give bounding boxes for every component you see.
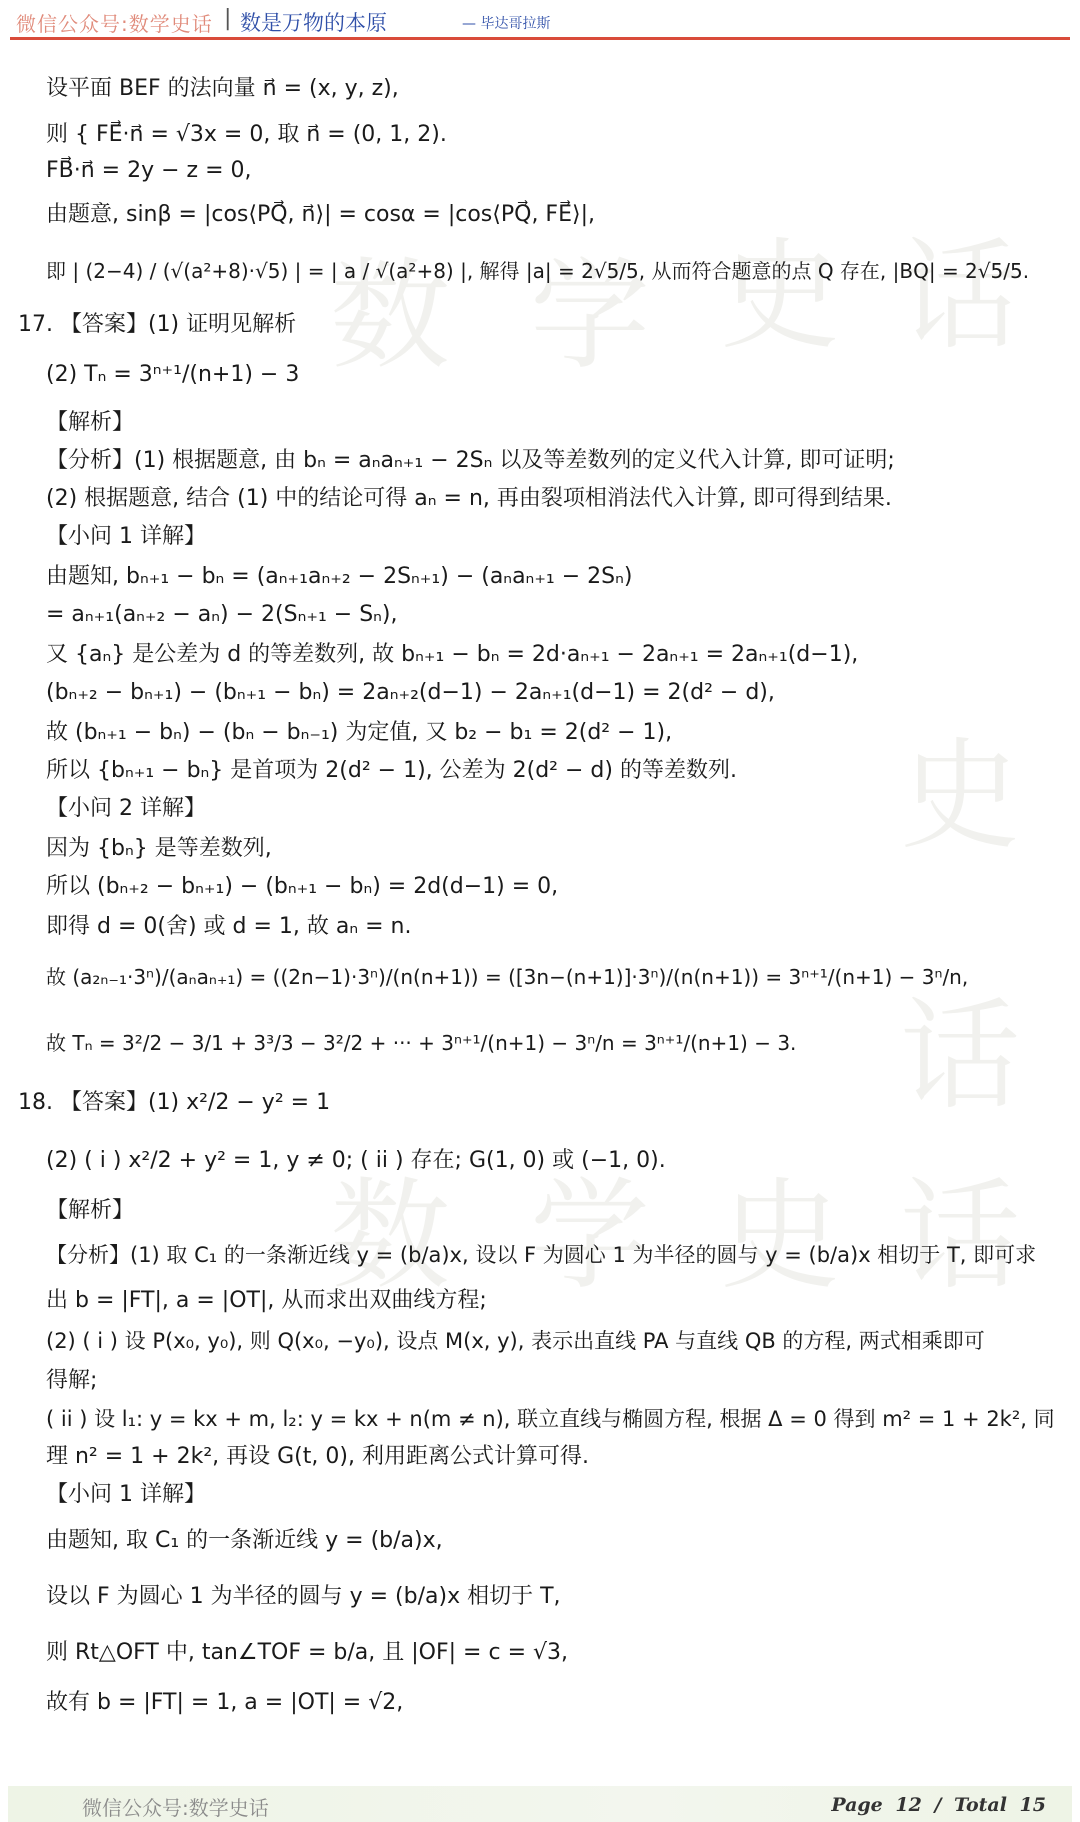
section-heading: 【小问 2 详解】 — [46, 796, 206, 821]
analysis-line: (2) ( i ) 设 P(x₀, y₀), 则 Q(x₀, −y₀), 设点 M(x, y), 表示出直线 PA 与直线 QB 的方程, 两式相乘即可 — [46, 1329, 985, 1353]
header-separator: | — [224, 6, 232, 31]
solution-line: 所以 {bₙ₊₁ − bₙ} 是首项为 2(d² − 1), 公差为 2(d² − d) 的等差数列. — [46, 758, 737, 783]
answer-line: (2) Tₙ = 3ⁿ⁺¹/(n+1) − 3 — [46, 362, 300, 387]
solution-line: 所以 (bₙ₊₂ − bₙ₊₁) − (bₙ₊₁ − bₙ) = 2d(d−1) = 0, — [46, 874, 559, 899]
solution-line: 即得 d = 0(舍) 或 d = 1, 故 aₙ = n. — [46, 914, 412, 939]
solution-line: 又 {aₙ} 是公差为 d 的等差数列, 故 bₙ₊₁ − bₙ = 2d·aₙ₊₁ − 2aₙ₊₁ = 2aₙ₊₁(d−1), — [46, 642, 859, 667]
header-brand: 微信公众号:数学史话 — [16, 12, 213, 36]
section-heading: 【小问 1 详解】 — [46, 524, 206, 549]
watermark-char: 话 — [900, 987, 1020, 1126]
analysis-line: 得解; — [46, 1368, 98, 1393]
watermark-char: 话 — [900, 227, 1020, 366]
analysis-line: 【分析】(1) 根据题意, 由 bₙ = aₙaₙ₊₁ − 2Sₙ 以及等差数列的定义代入计算, 即可证明; — [46, 448, 895, 473]
solution-line: 由题知, bₙ₊₁ − bₙ = (aₙ₊₁aₙ₊₂ − 2Sₙ₊₁) − (aₙaₙ₊₁ − 2Sₙ) — [46, 564, 633, 589]
analysis-line: 【分析】(1) 取 C₁ 的一条渐近线 y = (b/a)x, 设以 F 为圆心 1 为半径的圆与 y = (b/a)x 相切于 T, 即可求 — [46, 1243, 1037, 1267]
answer-heading-17: 17. 【答案】(1) 证明见解析 — [18, 312, 297, 337]
solution-line: 故 (a₂ₙ₋₁·3ⁿ)/(aₙaₙ₊₁) = ((2n−1)·3ⁿ)/(n(n+1)) = ([3n−(n+1)]·3ⁿ)/(n(n+1)) = 3ⁿ⁺¹/(n+1) − 3ⁿ/n, — [46, 965, 969, 989]
answer-heading-18: 18. 【答案】(1) x²/2 − y² = 1 — [18, 1090, 331, 1115]
page-footer — [8, 1786, 1072, 1822]
solution-line: 即 | (2−4) / (√(a²+8)·√5) | = | a / √(a²+8) |, 解得 |a| = 2√5/5, 从而符合题意的点 Q 存在, |BQ| = 2√5/5. — [46, 259, 1030, 283]
analysis-line: ( ii ) 设 l₁: y = kx + m, l₂: y = kx + n(m ≠ n), 联立直线与椭圆方程, 根据 Δ = 0 得到 m² = 1 + 2k², 同 — [46, 1407, 1055, 1431]
answer-line: (2) ( i ) x²/2 + y² = 1, y ≠ 0; ( ii ) 存在; G(1, 0) 或 (−1, 0). — [46, 1148, 666, 1173]
watermark-char: 史 — [900, 727, 1020, 866]
section-heading: 【小问 1 详解】 — [46, 1482, 206, 1507]
solution-line: 因为 {bₙ} 是等差数列, — [46, 836, 272, 861]
header-rule — [10, 37, 1070, 40]
section-heading: 【解析】 — [46, 410, 135, 435]
solution-line: 由题知, 取 C₁ 的一条渐近线 y = (b/a)x, — [46, 1528, 443, 1553]
header-quote: — 毕达哥拉斯 — [462, 16, 551, 32]
watermark-char: 数 — [330, 1167, 450, 1306]
watermark-char: 话 — [900, 1167, 1020, 1306]
analysis-line: 理 n² = 1 + 2k², 再设 G(t, 0), 利用距离公式计算可得. — [46, 1444, 589, 1469]
solution-line: 故有 b = |FT| = 1, a = |OT| = √2, — [46, 1690, 404, 1715]
solution-line: 故 (bₙ₊₁ − bₙ) − (bₙ − bₙ₋₁) 为定值, 又 b₂ − b₁ = 2(d² − 1), — [46, 720, 673, 745]
solution-line: 设平面 BEF 的法向量 n⃗ = (x, y, z), — [46, 76, 399, 101]
watermark-char: 学 — [530, 1167, 650, 1306]
watermark-char: 史 — [720, 227, 840, 366]
solution-line: 故 Tₙ = 3²/2 − 3/1 + 3³/3 − 3²/2 + ··· + 3ⁿ⁺¹/(n+1) − 3ⁿ/n = 3ⁿ⁺¹/(n+1) − 3. — [46, 1031, 797, 1055]
section-heading: 【解析】 — [46, 1198, 135, 1223]
analysis-line: 出 b = |FT|, a = |OT|, 从而求出双曲线方程; — [46, 1288, 487, 1313]
page-number: Page 12 / Total 15 — [831, 1794, 1046, 1816]
page-header — [0, 0, 1080, 44]
solution-line: 由题意, sinβ = |cos⟨PQ⃗, n⃗⟩| = cosα = |cos⟨PQ⃗, FE⃗⟩|, — [46, 202, 595, 227]
solution-line: 则 { FE⃗·n⃗ = √3x = 0, 取 n⃗ = (0, 1, 2). — [46, 122, 447, 147]
solution-line: 则 Rt△OFT 中, tan∠TOF = b/a, 且 |OF| = c = √3, — [46, 1640, 569, 1665]
analysis-line: (2) 根据题意, 结合 (1) 中的结论可得 aₙ = n, 再由裂项相消法代入计算, 即可得到结果. — [46, 486, 892, 511]
header-subtitle: 数是万物的本原 — [240, 11, 387, 35]
solution-line: 设以 F 为圆心 1 为半径的圆与 y = (b/a)x 相切于 T, — [46, 1584, 561, 1609]
solution-line: (bₙ₊₂ − bₙ₊₁) − (bₙ₊₁ − bₙ) = 2aₙ₊₂(d−1) − 2aₙ₊₁(d−1) = 2(d² − d), — [46, 680, 775, 705]
solution-line: = aₙ₊₁(aₙ₊₂ − aₙ) − 2(Sₙ₊₁ − Sₙ), — [46, 602, 398, 627]
solution-line: FB⃗·n⃗ = 2y − z = 0, — [46, 158, 252, 183]
watermark-char: 史 — [720, 1167, 840, 1306]
watermark-char: 数 — [330, 247, 450, 386]
watermark-char: 学 — [530, 247, 650, 386]
footer-brand: 微信公众号:数学史话 — [82, 1796, 269, 1820]
